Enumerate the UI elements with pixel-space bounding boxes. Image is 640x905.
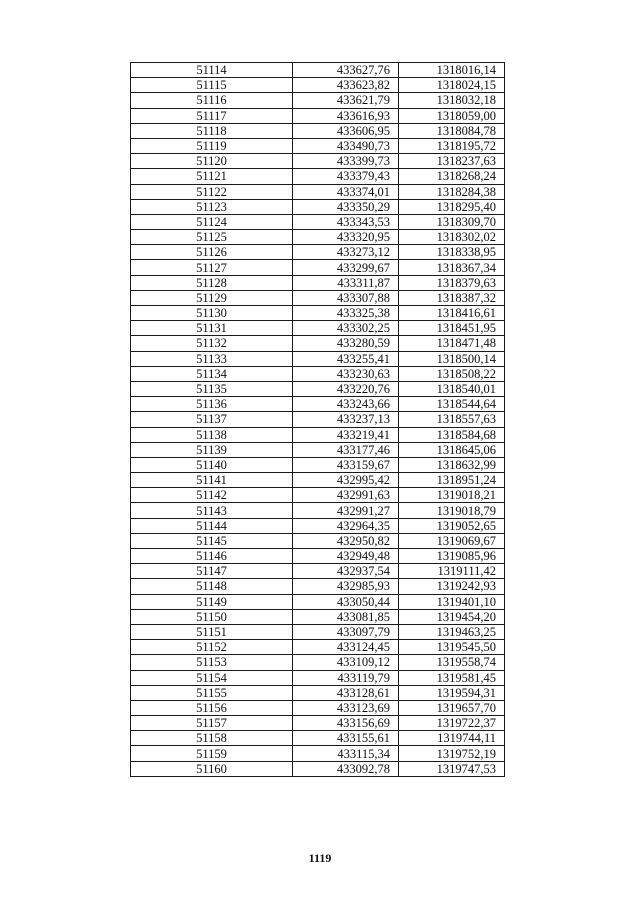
- y-coordinate-cell: 1319111,42: [399, 564, 505, 579]
- x-coordinate-cell: 433325,38: [293, 306, 399, 321]
- y-coordinate-cell: 1319752,19: [399, 746, 505, 761]
- table-row: [131, 381, 505, 396]
- table-row: [131, 564, 505, 579]
- y-coordinate-cell: 1318367,34: [399, 260, 505, 275]
- y-coordinate-cell: 1318237,63: [399, 154, 505, 169]
- x-coordinate-cell: 432991,63: [293, 488, 399, 503]
- point-number-cell: 51146: [131, 549, 293, 564]
- point-number-cell: 51135: [131, 381, 293, 396]
- point-number-cell: 51156: [131, 700, 293, 715]
- point-number-cell: 51118: [131, 123, 293, 138]
- x-coordinate-cell: 432991,27: [293, 503, 399, 518]
- y-coordinate-cell: 1318284,38: [399, 184, 505, 199]
- y-coordinate-cell: 1318416,61: [399, 306, 505, 321]
- x-coordinate-cell: 432964,35: [293, 518, 399, 533]
- x-coordinate-cell: 433243,66: [293, 397, 399, 412]
- y-coordinate-cell: 1319018,79: [399, 503, 505, 518]
- table-row: [131, 230, 505, 245]
- table-row: [131, 260, 505, 275]
- x-coordinate-cell: 433623,82: [293, 78, 399, 93]
- x-coordinate-cell: 433379,43: [293, 169, 399, 184]
- table-row: [131, 366, 505, 381]
- table-row: [131, 78, 505, 93]
- y-coordinate-cell: 1318379,63: [399, 275, 505, 290]
- y-coordinate-cell: 1319558,74: [399, 655, 505, 670]
- table-row: [131, 154, 505, 169]
- y-coordinate-cell: 1319454,20: [399, 609, 505, 624]
- coordinates-table: [130, 62, 505, 777]
- table-row: [131, 63, 505, 78]
- table-row: [131, 655, 505, 670]
- table-row: [131, 245, 505, 260]
- table-row: [131, 594, 505, 609]
- x-coordinate-cell: 433081,85: [293, 609, 399, 624]
- y-coordinate-cell: 1319069,67: [399, 533, 505, 548]
- point-number-cell: 51155: [131, 685, 293, 700]
- x-coordinate-cell: 432995,42: [293, 473, 399, 488]
- table-row: [131, 473, 505, 488]
- y-coordinate-cell: 1318451,95: [399, 321, 505, 336]
- table-row: [131, 549, 505, 564]
- point-number-cell: 51157: [131, 716, 293, 731]
- point-number-cell: 51149: [131, 594, 293, 609]
- x-coordinate-cell: 433299,67: [293, 260, 399, 275]
- point-number-cell: 51145: [131, 533, 293, 548]
- x-coordinate-cell: 433119,79: [293, 670, 399, 685]
- y-coordinate-cell: 1318024,15: [399, 78, 505, 93]
- y-coordinate-cell: 1319545,50: [399, 640, 505, 655]
- y-coordinate-cell: 1319242,93: [399, 579, 505, 594]
- y-coordinate-cell: 1318302,02: [399, 230, 505, 245]
- y-coordinate-cell: 1319581,45: [399, 670, 505, 685]
- y-coordinate-cell: 1318016,14: [399, 63, 505, 78]
- point-number-cell: 51140: [131, 457, 293, 472]
- coordinates-table-body: [131, 63, 505, 777]
- point-number-cell: 51130: [131, 306, 293, 321]
- point-number-cell: 51153: [131, 655, 293, 670]
- table-row: [131, 214, 505, 229]
- table-row: [131, 488, 505, 503]
- point-number-cell: 51152: [131, 640, 293, 655]
- y-coordinate-cell: 1318084,78: [399, 123, 505, 138]
- x-coordinate-cell: 433621,79: [293, 93, 399, 108]
- y-coordinate-cell: 1319722,37: [399, 716, 505, 731]
- table-row: [131, 138, 505, 153]
- point-number-cell: 51143: [131, 503, 293, 518]
- table-row: [131, 457, 505, 472]
- table-row: [131, 427, 505, 442]
- y-coordinate-cell: 1318195,72: [399, 138, 505, 153]
- x-coordinate-cell: 433124,45: [293, 640, 399, 655]
- point-number-cell: 51136: [131, 397, 293, 412]
- x-coordinate-cell: 432985,93: [293, 579, 399, 594]
- y-coordinate-cell: 1319594,31: [399, 685, 505, 700]
- point-number-cell: 51120: [131, 154, 293, 169]
- y-coordinate-cell: 1319085,96: [399, 549, 505, 564]
- table-row: [131, 184, 505, 199]
- table-row: [131, 670, 505, 685]
- table-row: [131, 412, 505, 427]
- y-coordinate-cell: 1318338,95: [399, 245, 505, 260]
- x-coordinate-cell: 433128,61: [293, 685, 399, 700]
- point-number-cell: 51124: [131, 214, 293, 229]
- x-coordinate-cell: 433109,12: [293, 655, 399, 670]
- y-coordinate-cell: 1318584,68: [399, 427, 505, 442]
- y-coordinate-cell: 1318471,48: [399, 336, 505, 351]
- point-number-cell: 51137: [131, 412, 293, 427]
- point-number-cell: 51119: [131, 138, 293, 153]
- point-number-cell: 51129: [131, 290, 293, 305]
- table-row: [131, 624, 505, 639]
- x-coordinate-cell: 433177,46: [293, 442, 399, 457]
- table-row: [131, 609, 505, 624]
- table-row: [131, 731, 505, 746]
- table-row: [131, 108, 505, 123]
- x-coordinate-cell: 433311,87: [293, 275, 399, 290]
- y-coordinate-cell: 1318557,63: [399, 412, 505, 427]
- y-coordinate-cell: 1318295,40: [399, 199, 505, 214]
- x-coordinate-cell: 432949,48: [293, 549, 399, 564]
- x-coordinate-cell: 433123,69: [293, 700, 399, 715]
- y-coordinate-cell: 1318544,64: [399, 397, 505, 412]
- x-coordinate-cell: 433302,25: [293, 321, 399, 336]
- x-coordinate-cell: 433490,73: [293, 138, 399, 153]
- table-row: [131, 761, 505, 776]
- point-number-cell: 51139: [131, 442, 293, 457]
- table-row: [131, 746, 505, 761]
- y-coordinate-cell: 1318632,99: [399, 457, 505, 472]
- table-row: [131, 397, 505, 412]
- x-coordinate-cell: 433115,34: [293, 746, 399, 761]
- x-coordinate-cell: 433399,73: [293, 154, 399, 169]
- y-coordinate-cell: 1318508,22: [399, 366, 505, 381]
- point-number-cell: 51122: [131, 184, 293, 199]
- point-number-cell: 51148: [131, 579, 293, 594]
- x-coordinate-cell: 433350,29: [293, 199, 399, 214]
- x-coordinate-cell: 433627,76: [293, 63, 399, 78]
- y-coordinate-cell: 1318387,32: [399, 290, 505, 305]
- point-number-cell: 51147: [131, 564, 293, 579]
- y-coordinate-cell: 1318309,70: [399, 214, 505, 229]
- x-coordinate-cell: 433092,78: [293, 761, 399, 776]
- point-number-cell: 51144: [131, 518, 293, 533]
- x-coordinate-cell: 433374,01: [293, 184, 399, 199]
- table-row: [131, 93, 505, 108]
- y-coordinate-cell: 1319052,65: [399, 518, 505, 533]
- x-coordinate-cell: 433307,88: [293, 290, 399, 305]
- table-row: [131, 199, 505, 214]
- point-number-cell: 51126: [131, 245, 293, 260]
- point-number-cell: 51115: [131, 78, 293, 93]
- point-number-cell: 51151: [131, 624, 293, 639]
- y-coordinate-cell: 1319018,21: [399, 488, 505, 503]
- y-coordinate-cell: 1318540,01: [399, 381, 505, 396]
- y-coordinate-cell: 1319463,25: [399, 624, 505, 639]
- y-coordinate-cell: 1318059,00: [399, 108, 505, 123]
- table-row: [131, 503, 505, 518]
- point-number-cell: 51154: [131, 670, 293, 685]
- point-number-cell: 51114: [131, 63, 293, 78]
- point-number-cell: 51158: [131, 731, 293, 746]
- point-number-cell: 51133: [131, 351, 293, 366]
- y-coordinate-cell: 1318645,06: [399, 442, 505, 457]
- point-number-cell: 51123: [131, 199, 293, 214]
- point-number-cell: 51125: [131, 230, 293, 245]
- table-row: [131, 518, 505, 533]
- point-number-cell: 51132: [131, 336, 293, 351]
- y-coordinate-cell: 1319401,10: [399, 594, 505, 609]
- x-coordinate-cell: 433255,41: [293, 351, 399, 366]
- x-coordinate-cell: 433050,44: [293, 594, 399, 609]
- table-row: [131, 321, 505, 336]
- table-row: [131, 579, 505, 594]
- point-number-cell: 51117: [131, 108, 293, 123]
- table-row: [131, 169, 505, 184]
- point-number-cell: 51128: [131, 275, 293, 290]
- point-number-cell: 51150: [131, 609, 293, 624]
- point-number-cell: 51160: [131, 761, 293, 776]
- point-number-cell: 51142: [131, 488, 293, 503]
- point-number-cell: 51134: [131, 366, 293, 381]
- point-number-cell: 51141: [131, 473, 293, 488]
- table-row: [131, 685, 505, 700]
- x-coordinate-cell: 433219,41: [293, 427, 399, 442]
- x-coordinate-cell: 433097,79: [293, 624, 399, 639]
- table-row: [131, 351, 505, 366]
- x-coordinate-cell: 433616,93: [293, 108, 399, 123]
- y-coordinate-cell: 1319747,53: [399, 761, 505, 776]
- table-row: [131, 533, 505, 548]
- table-row: [131, 123, 505, 138]
- x-coordinate-cell: 433606,95: [293, 123, 399, 138]
- page-number: 1119: [308, 851, 332, 865]
- x-coordinate-cell: 433343,53: [293, 214, 399, 229]
- y-coordinate-cell: 1318500,14: [399, 351, 505, 366]
- table-row: [131, 716, 505, 731]
- x-coordinate-cell: 433155,61: [293, 731, 399, 746]
- x-coordinate-cell: 433237,13: [293, 412, 399, 427]
- y-coordinate-cell: 1318032,18: [399, 93, 505, 108]
- x-coordinate-cell: 433320,95: [293, 230, 399, 245]
- table-row: [131, 275, 505, 290]
- y-coordinate-cell: 1319657,70: [399, 700, 505, 715]
- point-number-cell: 51121: [131, 169, 293, 184]
- point-number-cell: 51159: [131, 746, 293, 761]
- y-coordinate-cell: 1318268,24: [399, 169, 505, 184]
- x-coordinate-cell: 433230,63: [293, 366, 399, 381]
- point-number-cell: 51127: [131, 260, 293, 275]
- point-number-cell: 51138: [131, 427, 293, 442]
- x-coordinate-cell: 433220,76: [293, 381, 399, 396]
- table-row: [131, 700, 505, 715]
- x-coordinate-cell: 433280,59: [293, 336, 399, 351]
- y-coordinate-cell: 1319744,11: [399, 731, 505, 746]
- x-coordinate-cell: 432950,82: [293, 533, 399, 548]
- x-coordinate-cell: 432937,54: [293, 564, 399, 579]
- table-row: [131, 290, 505, 305]
- table-row: [131, 442, 505, 457]
- x-coordinate-cell: 433273,12: [293, 245, 399, 260]
- coordinates-table-container: [130, 62, 504, 777]
- table-row: [131, 640, 505, 655]
- table-row: [131, 336, 505, 351]
- table-row: [131, 306, 505, 321]
- point-number-cell: 51131: [131, 321, 293, 336]
- point-number-cell: 51116: [131, 93, 293, 108]
- x-coordinate-cell: 433156,69: [293, 716, 399, 731]
- x-coordinate-cell: 433159,67: [293, 457, 399, 472]
- y-coordinate-cell: 1318951,24: [399, 473, 505, 488]
